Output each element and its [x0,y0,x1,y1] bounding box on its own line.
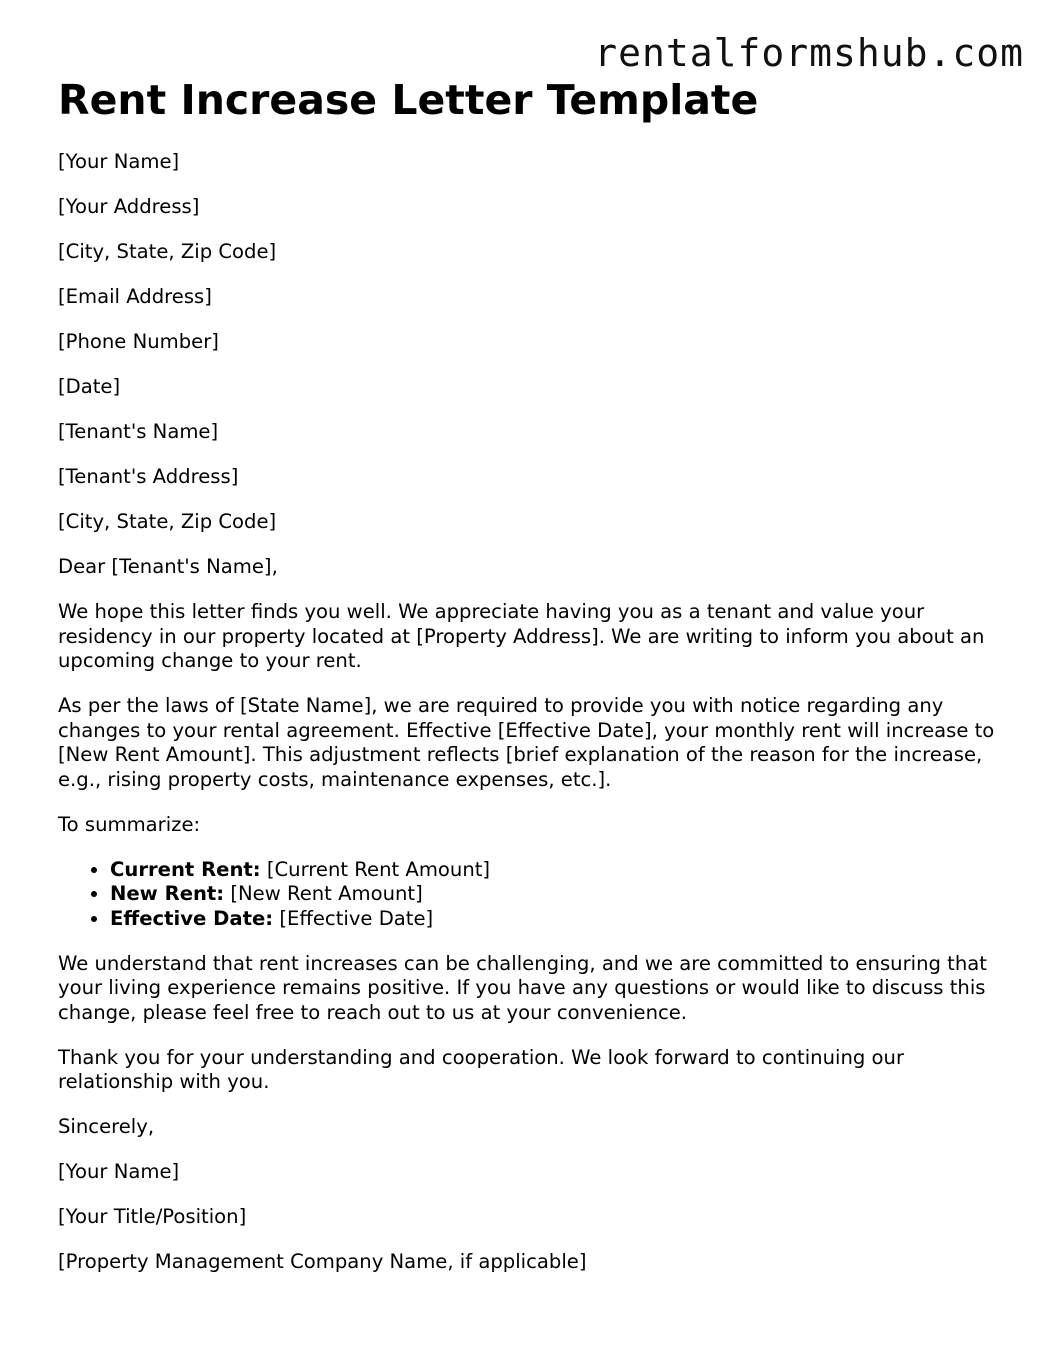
notice-paragraph: As per the laws of [State Name], we are required to provide you with notice regarding any changes to your rental agreement. Effective [Effective Date], your monthly rent will increase to [New Rent Amount]. This adjustment reflects [brief explanation of the reason for the increase, e.g., rising property costs, maintenance expenses, etc.]. [58,694,995,791]
letter-content [58,150,1008,1275]
sender-email: [Email Address] [58,285,212,308]
tenant-city-state-zip: [City, State, Zip Code] [58,510,277,533]
summary-item-current-rent [110,858,1008,883]
summary-value: [Effective Date] [273,906,434,930]
summary-value: [Current Rent Amount] [260,857,491,881]
summary-label: New Rent: [110,882,225,905]
summary-item-effective-date [110,907,1008,932]
salutation: Dear [Tenant's Name], [58,555,278,578]
sender-phone: [Phone Number] [58,330,219,353]
summary-label: Effective Date: [110,906,274,930]
tenant-address: [Tenant's Address] [58,465,239,488]
summary-intro: To summarize: [58,812,201,836]
watermark: rentalformshub.com [594,31,1024,75]
page-title: Rent Increase Letter Template [58,76,759,124]
letter-page [58,0,1008,1295]
summary-label: Current Rent: [110,857,261,881]
signature-title: [Your Title/Position] [58,1205,247,1228]
signoff: Sincerely, [58,1115,155,1138]
intro-paragraph: We hope this letter finds you well. We appreciate having you as a tenant and value your residency in our property located at [Property Address]. We are writing to inform you about an upcoming change to your rent. [58,600,985,672]
understanding-paragraph: We understand that rent increases can be challenging, and we are committed to ensuring that your living experience remains positive. If you have any questions or would like to discuss this change, please feel free to reach out to us at your convenience. [58,951,987,1024]
summary-value: [New Rent Amount] [224,882,423,905]
summary-list [58,858,1008,932]
sender-city-state-zip: [City, State, Zip Code] [58,240,277,263]
letter-date: [Date] [58,375,121,398]
signature-name: [Your Name] [58,1160,180,1183]
summary-item-new-rent [110,882,1008,907]
sender-address: [Your Address] [58,195,200,218]
signature-company: [Property Management Company Name, if applicable] [58,1250,587,1273]
thank-you-paragraph: Thank you for your understanding and cooperation. We look forward to continuing our relationship with you. [58,1045,905,1093]
tenant-name: [Tenant's Name] [58,420,219,443]
sender-name: [Your Name] [58,150,180,173]
